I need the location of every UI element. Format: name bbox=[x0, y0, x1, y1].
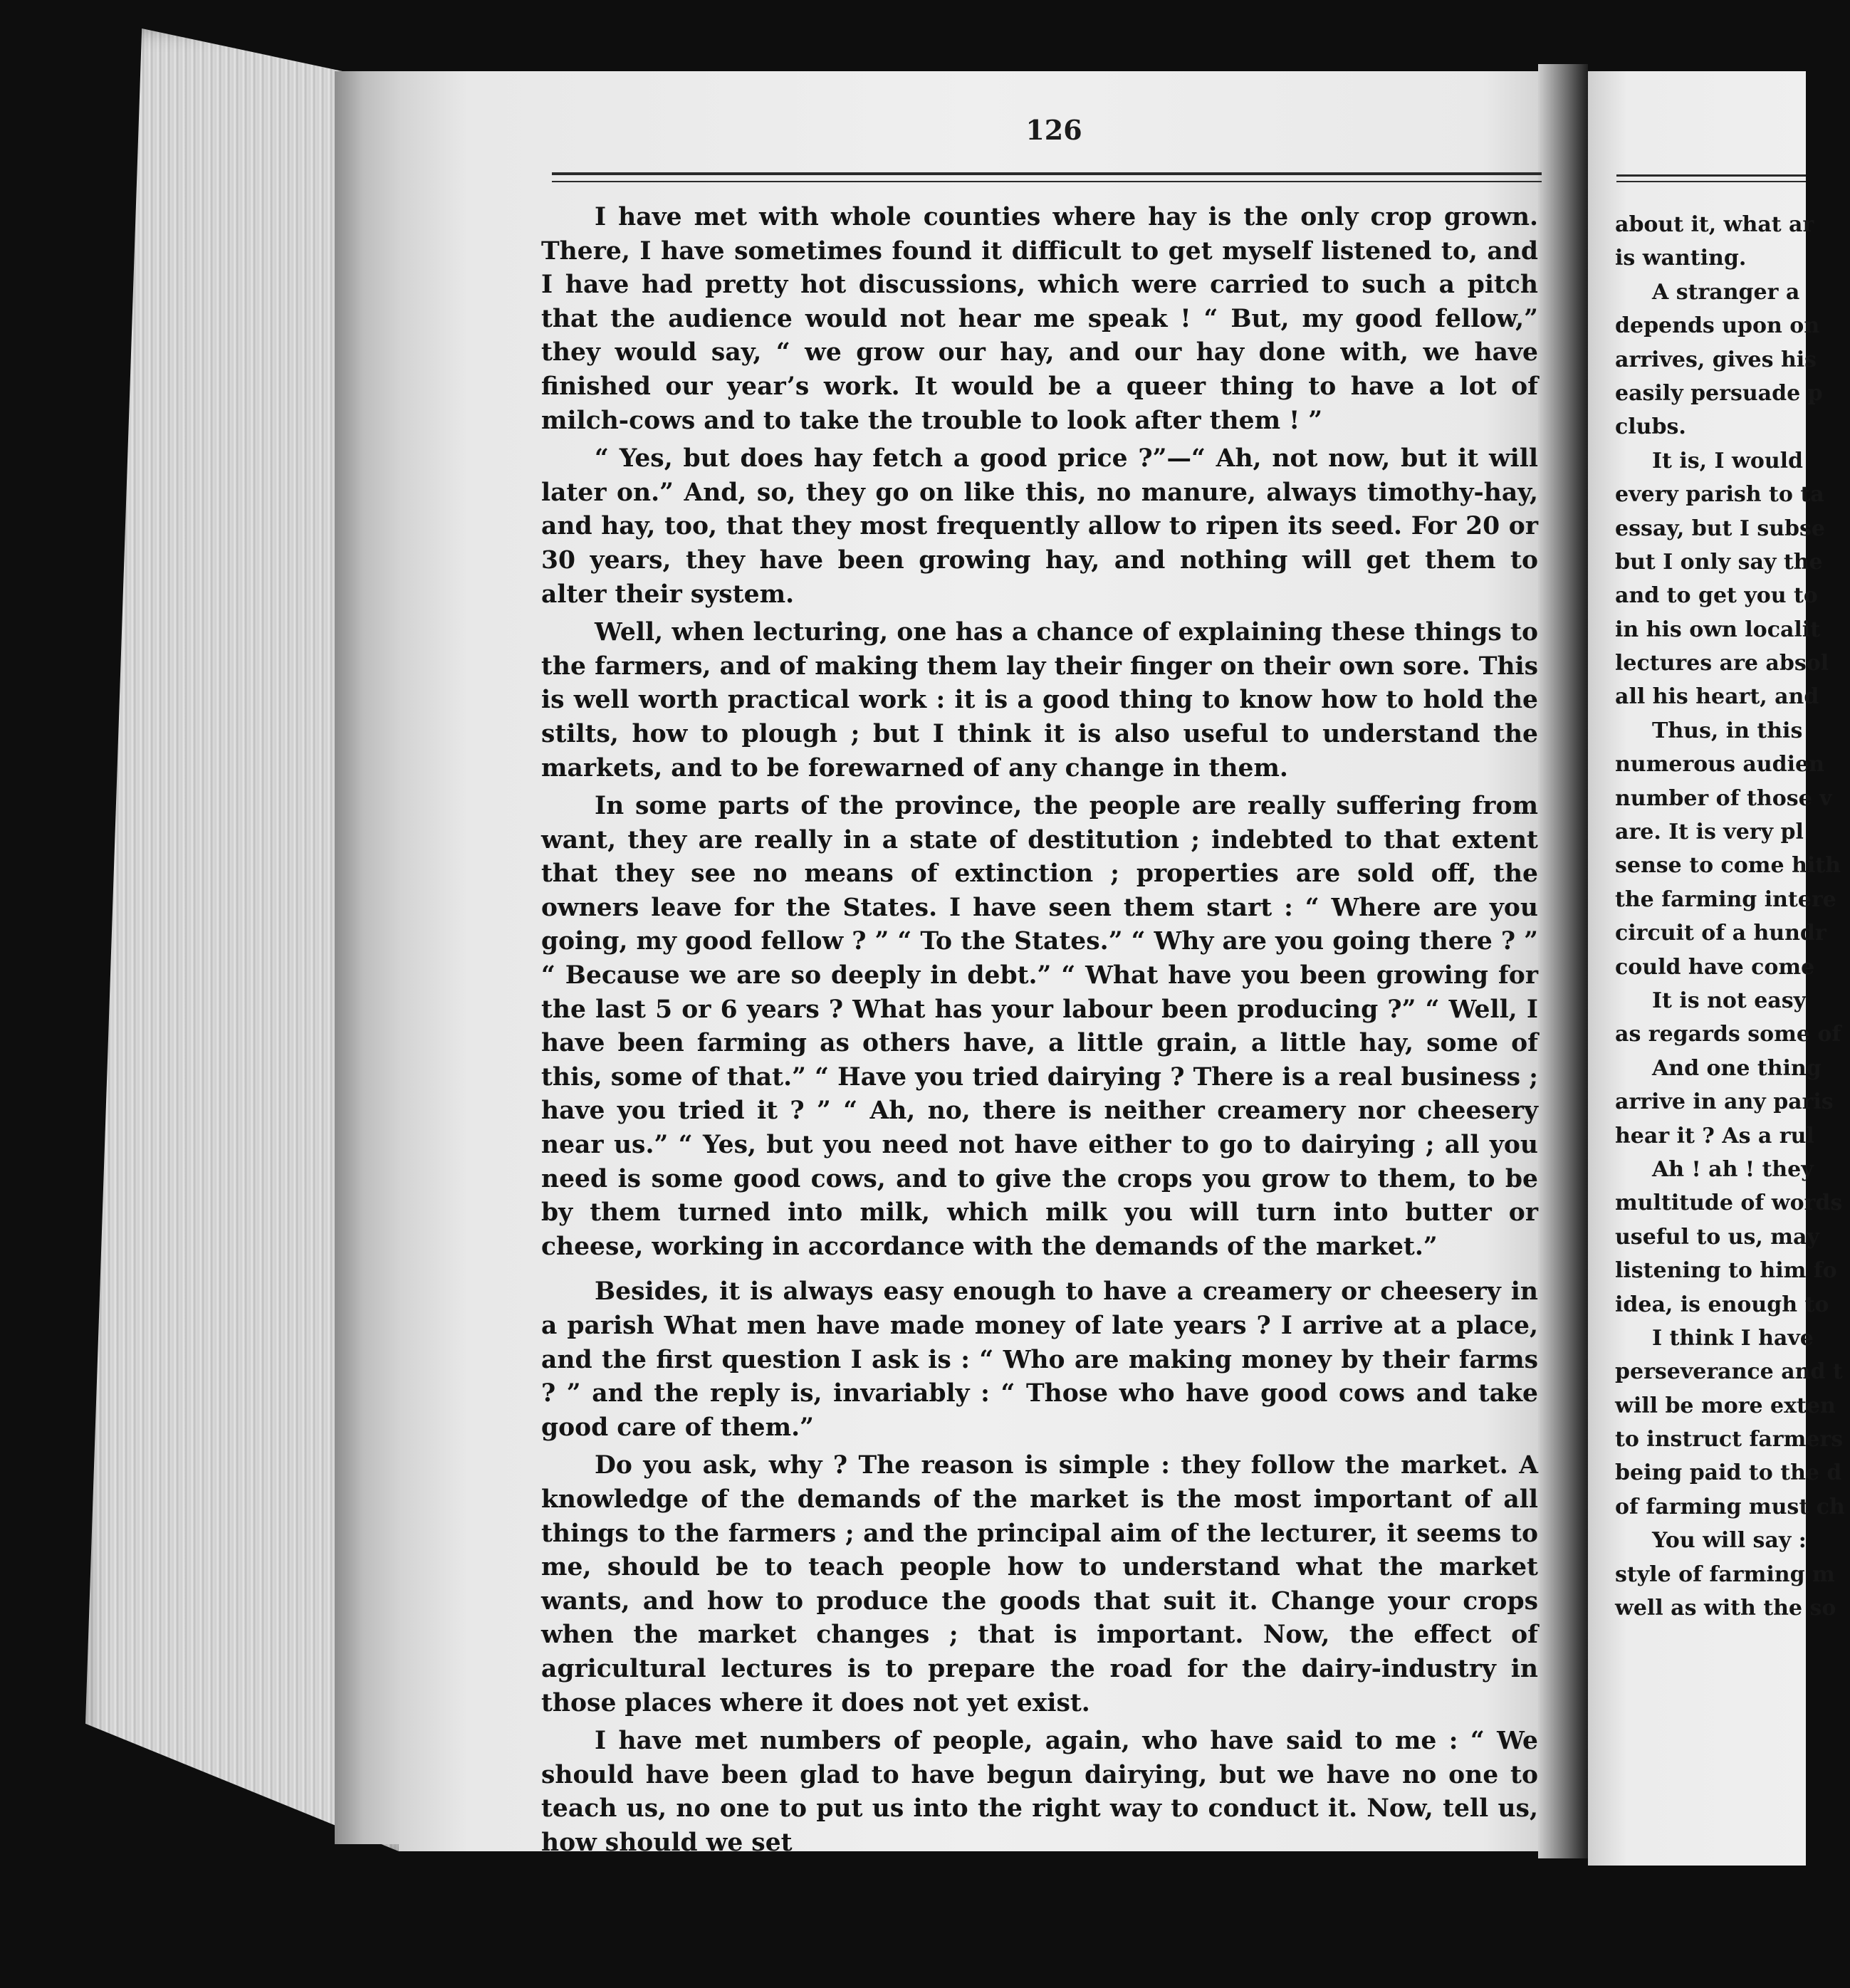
paragraph-2: “ Yes, but does hay fetch a good price ?”—“ Ah, not now, but it will later on.” And, so, they go on like this, no manure, always timothy-hay, and hay, too, that they most frequently allow to ripen its seed. For 20 or 30 years, they have been growing hay, and nothing will get them to alter their system. bbox=[541, 444, 1538, 609]
paragraph-3: Well, when lecturing, one has a chance of explaining these things to the farmers, and of making them lay their finger on their own sore. This is well worth practical work : it is a good thing to know how to hold the stilts, how to plough ; but I think it is also useful to understand the markets, and to be forewarned of any change in them. bbox=[541, 618, 1538, 783]
facing-line: could have come bbox=[1615, 954, 1815, 980]
facing-line: numerous audien bbox=[1615, 752, 1824, 778]
facing-line: in his own localit bbox=[1615, 617, 1821, 642]
page-body-text bbox=[541, 201, 1538, 1865]
facing-line: You will say : bbox=[1652, 1528, 1807, 1554]
facing-line: every parish to ta bbox=[1615, 482, 1824, 508]
facing-line: as regards some of bbox=[1615, 1022, 1841, 1047]
facing-line: style of farming m bbox=[1615, 1561, 1835, 1587]
facing-line: easily persuade p bbox=[1615, 380, 1823, 406]
facing-line: It is, I would bbox=[1652, 448, 1804, 474]
facing-line: the farming intere bbox=[1615, 886, 1836, 912]
facing-line: Thus, in this bbox=[1652, 718, 1803, 743]
facing-line: multitude of words bbox=[1615, 1191, 1843, 1216]
facing-line: essay, but I subse bbox=[1615, 516, 1825, 541]
paragraph-1: I have met with whole counties where hay is the only crop grown. There, I have sometimes found it difficult to get myself listened to, and I have had pretty hot discussions, which were carried to such a pitch that the audience would not hear me speak ! “ But, my good fellow,” they would say, “ we grow our hay, and our hay done with, we have finished our year’s work. It would be a queer thing to have a lot of milch-cows and to take the trouble to look after them ! ” bbox=[541, 203, 1538, 435]
facing-line: arrive in any paris bbox=[1615, 1089, 1834, 1115]
facing-line: It is not easy bbox=[1652, 988, 1807, 1013]
facing-line: lectures are absol bbox=[1615, 651, 1829, 676]
header-rule-thick bbox=[552, 172, 1542, 175]
facing-page-text bbox=[1615, 208, 1850, 1625]
facing-line: to instruct farmers bbox=[1615, 1427, 1844, 1453]
facing-header-rule-thin bbox=[1616, 181, 1806, 182]
header-rule-thin bbox=[552, 181, 1542, 182]
facing-line: listening to him fo bbox=[1615, 1258, 1837, 1284]
paragraph-6: Do you ask, why ? The reason is simple : they follow the market. A knowledge of the demands of the market is the most important of all things to the farmers ; and the principal aim of the lecturer, it seems to me, should be to teach people how to understand what the market wants, and how to produce the goods that suit it. Change your crops when the market changes ; that is important. Now, the effect of agricultural lectures is to prepare the road for the dairy-industry in those places where it does not yet exist. bbox=[541, 1451, 1538, 1717]
paragraph-4: In some parts of the province, the people are really suffering from want, they are really in a state of destitution ; indebted to that extent that they see no means of extinction ; properties are sold off, the owners leave for the States. I have seen them start : “ Where are you going, my good fellow ? ” “ To the States.” “ Why are you going there ? ” “ Because we are so deeply in debt.” “ What have you been growing for the last 5 or 6 years ? What has your labour been producing ?” “ Well, I have been farming as others have, a little grain, a little hay, some of this, some of that.” “ Have you tried dairying ? There is a real business ; have you tried it ? ” “ Ah, no, there is neither creamery nor cheesery near us.” “ Yes, but you need not have either to go to dairying ; all you need is some good cows, and to give the crops you grow to them, to be by them turned into milk, which milk you will turn into butter or cheese, working in accordance with the demands of the market.” bbox=[541, 792, 1538, 1261]
facing-line: sense to come hith bbox=[1615, 853, 1841, 879]
facing-line: arrives, gives his bbox=[1615, 347, 1817, 372]
facing-line: and to get you to bbox=[1615, 583, 1818, 609]
facing-book-page bbox=[1588, 71, 1845, 1866]
facing-line: about it, what ar bbox=[1615, 212, 1814, 237]
paragraph-5: Besides, it is always easy enough to have a creamery or cheesery in a parish What men have made money of late years ? I arrive at a place, and the first question I ask is : “ Who are making money by their farms ? ” and the reply is, invariably : “ Those who have good cows and take good care of them.” bbox=[541, 1277, 1538, 1442]
facing-line: number of those v bbox=[1615, 785, 1832, 811]
facing-line: perseverance and t bbox=[1615, 1359, 1843, 1385]
facing-line: clubs. bbox=[1615, 414, 1686, 440]
page-number: 126 bbox=[1025, 114, 1082, 146]
page-edge-shadow bbox=[335, 71, 406, 1844]
facing-line: depends upon on bbox=[1615, 313, 1820, 339]
book-gutter bbox=[1538, 64, 1588, 1858]
facing-line: A stranger a bbox=[1652, 279, 1800, 305]
facing-line: idea, is enough to bbox=[1615, 1292, 1829, 1317]
paragraph-7: I have met numbers of people, again, who have said to me : “ We should have been glad to have begun dairying, but we have no one to teach us, no one to put us into the right way to conduct it. Now, tell us, how should we set bbox=[541, 1727, 1538, 1857]
facing-line: hear it ? As a rul bbox=[1615, 1123, 1814, 1149]
facing-line: And one thing bbox=[1652, 1055, 1822, 1081]
facing-line: circuit of a hundr bbox=[1615, 921, 1827, 946]
facing-line: are. It is very pl bbox=[1615, 820, 1804, 845]
facing-line: of farming must ch bbox=[1615, 1494, 1845, 1519]
facing-line: Ah ! ah ! they bbox=[1652, 1156, 1814, 1182]
facing-line: useful to us, may bbox=[1615, 1224, 1819, 1250]
facing-header-rule-thick bbox=[1616, 174, 1806, 177]
facing-line: being paid to the d bbox=[1615, 1460, 1842, 1486]
facing-line: will be more exten bbox=[1615, 1393, 1836, 1418]
facing-line: all his heart, and bbox=[1615, 684, 1819, 710]
facing-line: well as with the so bbox=[1615, 1596, 1836, 1621]
facing-line: I think I have bbox=[1652, 1325, 1814, 1351]
facing-line: but I only say the bbox=[1615, 549, 1823, 575]
facing-line: is wanting. bbox=[1615, 246, 1747, 271]
